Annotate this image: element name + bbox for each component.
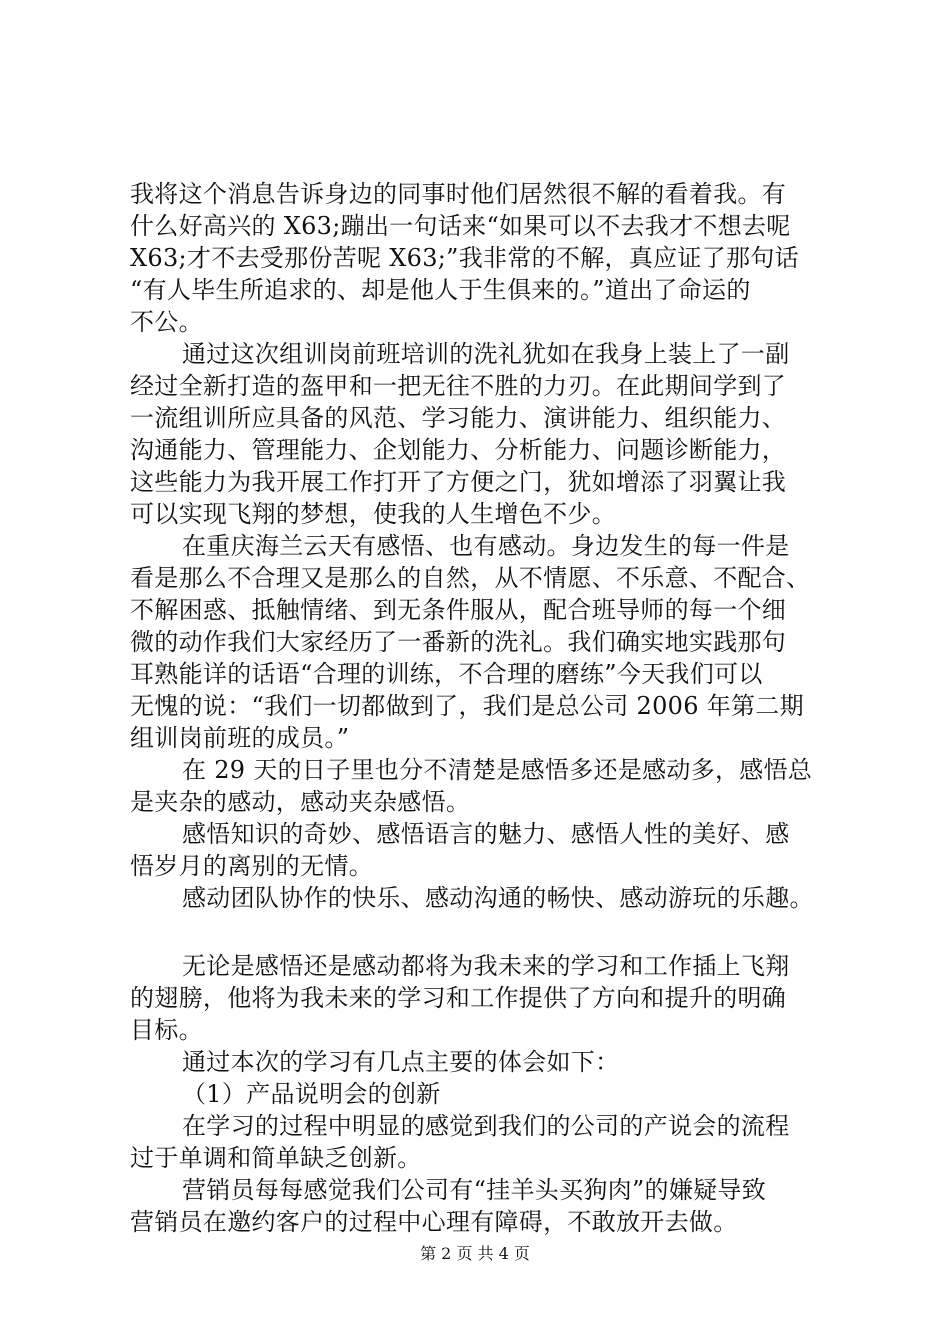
- page-number-footer: 第 2 页 共 4 页: [420, 1244, 530, 1263]
- text-line: 什么好高兴的 X63;蹦出一句话来“如果可以不去我才不想去呢: [130, 212, 791, 240]
- text-line: “有人毕生所追求的、却是他人于生俱来的。”道出了命运的: [130, 276, 751, 304]
- paragraph: [130, 818, 846, 882]
- text-line: 的翅膀，他将为我未来的学习和工作提供了方向和提升的明确: [130, 984, 787, 1012]
- text-line: 目标。: [130, 1016, 203, 1044]
- text-line: 耳熟能详的话语“合理的训练，不合理的磨练”今天我们可以: [130, 660, 763, 688]
- text-line: 通过本次的学习有几点主要的体会如下：: [182, 1048, 620, 1076]
- text-line: 经过全新打造的盔甲和一把无往不胜的力刃。在此期间学到了: [130, 372, 787, 400]
- text-line: 微的动作我们大家经历了一番新的洗礼。我们确实地实践那句: [130, 628, 787, 656]
- text-line: 可以实现飞翔的梦想，使我的人生增色不少。: [130, 500, 616, 528]
- text-line: X63;才不去受那份苦呢 X63;”我非常的不解，真应证了那句话: [130, 244, 799, 272]
- text-line: 我将这个消息告诉身边的同事时他们居然很不解的看着我。有: [130, 180, 787, 208]
- blank-line: [130, 914, 846, 950]
- text-line: 过于单调和简单缺乏创新。: [130, 1144, 422, 1172]
- section-heading: （1）产品说明会的创新: [182, 1080, 441, 1108]
- text-line: 悟岁月的离别的无情。: [130, 852, 373, 880]
- text-line: 营销员在邀约客户的过程中心理有障碍，不敢放开去做。: [130, 1208, 738, 1236]
- text-line: 通过这次组训岗前班培训的洗礼犹如在我身上装上了一副: [182, 340, 790, 368]
- text-line: 在 29 天的日子里也分不清楚是感悟多还是感动多，感悟总: [182, 756, 813, 784]
- text-line: 沟通能力、管理能力、企划能力、分析能力、问题诊断能力，: [130, 436, 787, 464]
- text-line: 是夹杂的感动，感动夹杂感悟。: [130, 788, 471, 816]
- text-line: 感动团队协作的快乐、感动沟通的畅快、感动游玩的乐趣。: [182, 884, 814, 912]
- paragraph: [130, 1174, 846, 1238]
- text-line: 无论是感悟还是感动都将为我未来的学习和工作插上飞翔: [182, 952, 790, 980]
- paragraph: [130, 178, 846, 338]
- document-body: [130, 178, 846, 1238]
- text-line: 不解困惑、抵触情绪、到无条件服从，配合班导师的每一个细: [130, 596, 787, 624]
- paragraph: [130, 882, 846, 914]
- text-line: 不公。: [130, 308, 203, 336]
- paragraph: [130, 1046, 846, 1078]
- paragraph: [130, 1110, 846, 1174]
- paragraph: [130, 754, 846, 818]
- text-line: 在学习的过程中明显的感觉到我们的公司的产说会的流程: [182, 1112, 790, 1140]
- paragraph: [130, 338, 846, 530]
- paragraph: [130, 950, 846, 1046]
- text-line: 看是那么不合理又是那么的自然，从不情愿、不乐意、不配合、: [130, 564, 811, 592]
- text-line: 营销员每每感觉我们公司有“挂羊头买狗肉”的嫌疑导致: [182, 1176, 767, 1204]
- text-line: 一流组训所应具备的风范、学习能力、演讲能力、组织能力、: [130, 404, 787, 432]
- paragraph: [130, 530, 846, 754]
- text-line: 无愧的说：“我们一切都做到了，我们是总公司 2006 年第二期: [130, 692, 804, 720]
- text-line: 这些能力为我开展工作打开了方便之门，犹如增添了羽翼让我: [130, 468, 787, 496]
- text-line: 组训岗前班的成员。”: [130, 724, 350, 752]
- text-line: 在重庆海兰云天有感悟、也有感动。身边发生的每一件是: [182, 532, 790, 560]
- text-line: 感悟知识的奇妙、感悟语言的魅力、感悟人性的美好、感: [182, 820, 790, 848]
